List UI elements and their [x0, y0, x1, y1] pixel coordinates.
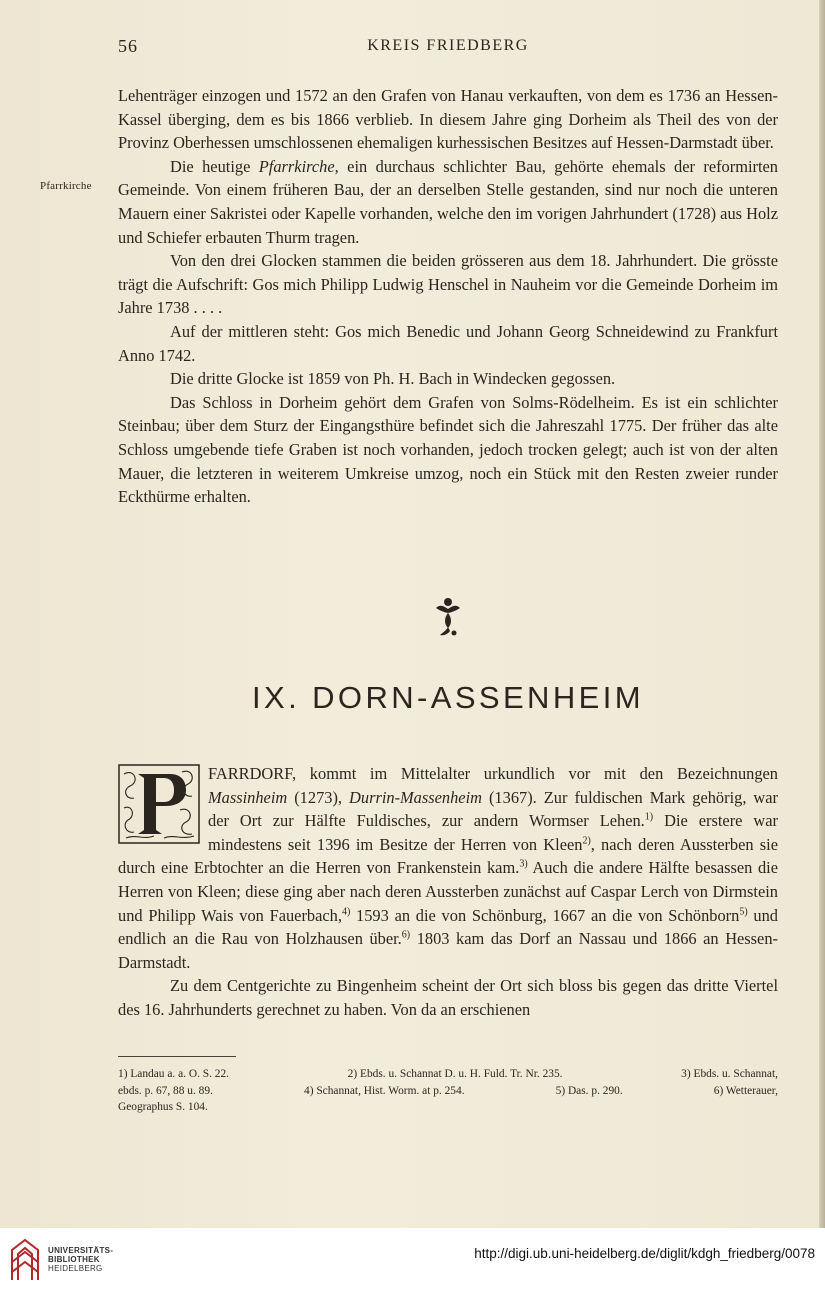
- sp1-d: Die erstere war mindestens seit 1396 im Besitze der Herren von Kleen: [208, 811, 778, 854]
- sp1-h: und endlich an die Rau von Holzhausen über.: [118, 905, 779, 949]
- page-number: 56: [118, 36, 138, 56]
- running-head: KREIS FRIEDBERG: [367, 37, 529, 54]
- sp1-c: (1367). Zur fuldischen Mark gehörig, war der Ort zur Hälfte Fuldisches, zur andern Wormser Lehen.: [208, 787, 778, 831]
- footnote-ref-2[interactable]: 2): [582, 835, 591, 847]
- paragraph-4: Auf der mittleren steht: Gos mich Benedic und Johann Georg Schneidewind zu Frankfurt Anno 1742.: [118, 321, 778, 365]
- sp1-e: , nach deren Aussterben sie durch eine Erbtochter an die Herren von Frankenstein kam.: [118, 834, 778, 878]
- logo-line-1: UNIVERSITÄTS-: [48, 1246, 114, 1255]
- page-edge: [819, 0, 825, 1228]
- section-title: IX. DORN-ASSENHEIM: [252, 680, 644, 715]
- durrin-massenheim-italic: Durrin-Massenheim: [349, 787, 482, 807]
- sp1-i: 1803 kam das Dorf an Nassau und 1866 an Hessen-Darmstadt.: [118, 929, 778, 972]
- paragraph-1: Lehenträger einzogen und 1572 an den Grafen von Hanau verkauften, von dem es 1736 an Hessen-Kassel überging, dem es bis 1866 verblieb. In diesem Jahre ging Dorheim als Theil des von der Provinz Oberhessen umschlossenen ehemaligen kurhessischen Besitzes auf Hessen-Darmstadt über.: [118, 86, 778, 153]
- footnote-3: 3) Ebds. u. Schannat,: [681, 1068, 778, 1080]
- logo-line-2: BIBLIOTHEK: [48, 1255, 100, 1264]
- paragraph-3: Von den drei Glocken stammen die beiden grösseren aus dem 18. Jahrhundert. Die grösste trägt die Aufschrift: Gos mich Philipp Ludwig Henschel in Nauheim vor die Gemeinde Dorheim im Jahre 1738 . . . .: [118, 251, 778, 318]
- footnote-row-3: Geographus S. 104.: [118, 1101, 208, 1114]
- library-name: [48, 1246, 113, 1273]
- footnote-4: 4) Schannat, Hist. Worm. at p. 254.: [304, 1084, 465, 1097]
- massinheim-italic: Massinheim: [208, 787, 288, 807]
- footnote-1: 1) Landau a. a. O. S. 22.: [118, 1068, 230, 1080]
- section-body: [118, 762, 778, 1022]
- body-text-top: [118, 84, 778, 509]
- footnote-rule: [118, 1056, 236, 1057]
- paragraph-2: Die heutige Pfarrkirche, ein durchaus schlichter Bau, gehörte ehemals der reformirten Gemeinde. Von einem früheren Bau, der an derselben Stelle gestanden, sind nur noch die unteren Mauern einer Sakristei oder Kapelle vorhanden, welche den im vorigen Jahrhundert (1728) aus Holz und Schiefer erbauten Thurm tragen.: [118, 156, 778, 247]
- sp1-b: (1273),: [287, 787, 350, 807]
- section-paragraph-2: Zu dem Centgerichte zu Bingenheim scheint der Ort sich bloss bis gegen das dritte Viertel des 16. Jahrhunderts gerechnet zu haben. Von da an erschienen: [118, 976, 778, 1019]
- footnote-2: 2) Ebds. u. Schannat D. u. H. Fuld. Tr. Nr. 235.: [347, 1068, 563, 1080]
- footnotes: [118, 1066, 778, 1116]
- marginal-note: Pfarrkirche: [40, 180, 92, 192]
- decorated-initial-p-icon: [118, 764, 200, 844]
- footnote-ref-5[interactable]: 5): [739, 906, 748, 918]
- library-footer: [0, 1228, 825, 1290]
- footnote-3-cont: ebds. p. 67, 88 u. 89.: [118, 1084, 213, 1097]
- footnote-row-2: [118, 1083, 778, 1100]
- footnote-5: 5) Das. p. 290.: [555, 1084, 623, 1097]
- paragraph-6: Das Schloss in Dorheim gehört dem Grafen von Solms-Rödelheim. Es ist ein schlichter Steinbau; über dem Sturz der Eingangsthüre befindet sich die Jahreszahl 1775. Der früher das alte Schloss umgebende tiefe Graben ist noch vorhanden, jedoch trocken gelegt; auch ist von der alten Mauer, die letzteren in weiterem Umkreise umzog, noch ein Stück mit den Resten zweier runder Eckthürme erhalten.: [118, 392, 778, 507]
- footnote-ref-1[interactable]: 1): [644, 811, 654, 823]
- sp1-f: Auch die andere Hälfte besassen die Herren von Kleen; diese ging aber nach deren Aussterben zunächst auf Caspar Lerch von Dirmstein und Philipp Wais von Fauerbach,: [118, 858, 778, 925]
- footnote-ref-3[interactable]: 3): [519, 858, 528, 870]
- svg-text:P: P: [159, 794, 160, 795]
- footnote-ref-4[interactable]: 4): [341, 906, 351, 918]
- sp1-g: 1593 an die von Schönburg, 1667 an die von Schönborn: [350, 905, 740, 925]
- section-paragraph-1: [118, 762, 778, 974]
- university-library-logo-icon[interactable]: [8, 1236, 42, 1282]
- logo-line-3: HEIDELBERG: [48, 1264, 103, 1273]
- footnote-ref-6[interactable]: 6): [401, 929, 411, 941]
- footnote-6: 6) Wetterauer,: [713, 1084, 778, 1097]
- footnote-row-1: [118, 1066, 778, 1083]
- page-header: [118, 36, 778, 58]
- pfarrkirche-italic: Pfarrkirche,: [258, 156, 339, 176]
- source-url-link[interactable]: http://digi.ub.uni-heidelberg.de/diglit/kdgh_friedberg/0078: [474, 1246, 815, 1261]
- fleuron-ornament-icon: [430, 596, 466, 638]
- sp1-a: FARRDORF, kommt im Mittelalter urkundlich vor mit den Bezeichnungen: [208, 764, 778, 783]
- paragraph-5: Die dritte Glocke ist 1859 von Ph. H. Bach in Windecken gegossen.: [170, 369, 616, 389]
